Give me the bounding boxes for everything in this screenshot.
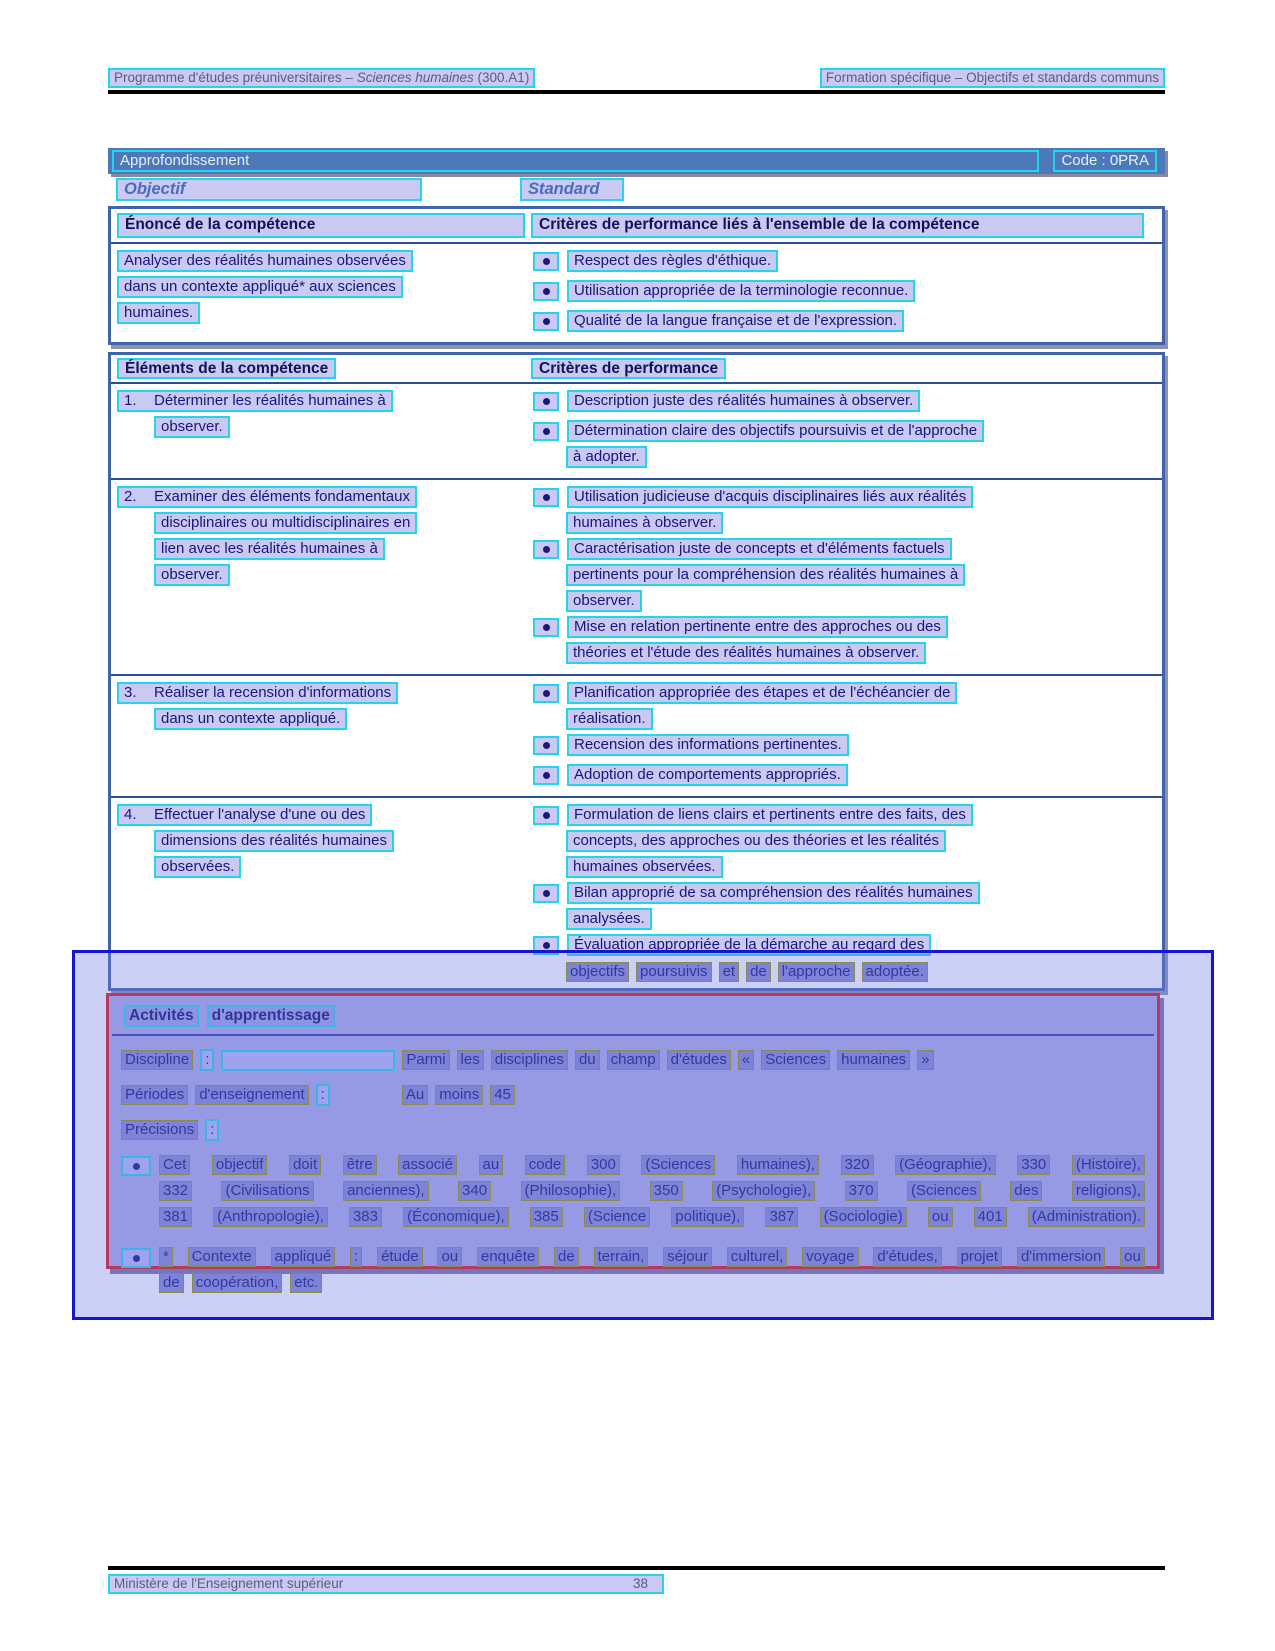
- word-box: poursuivis: [636, 962, 712, 982]
- element-number: 2.: [124, 488, 137, 505]
- criteria-cell: [531, 390, 1156, 472]
- element-number: 3.: [124, 684, 137, 701]
- bullet-dot: [543, 494, 550, 501]
- activities-info-row: [121, 1049, 1145, 1071]
- criterion-first-line: [531, 310, 1156, 336]
- word-box: 383: [349, 1207, 382, 1227]
- word-box: 387: [765, 1207, 798, 1227]
- banner-code: Code : 0PRA: [1053, 150, 1157, 172]
- info-value-word: 45: [490, 1085, 515, 1105]
- info-value-word: »: [917, 1050, 933, 1070]
- bullet-line: [159, 1247, 1145, 1267]
- word-box: adoptée.: [862, 962, 928, 982]
- word-box: 385: [530, 1207, 563, 1227]
- bullet-lines: [159, 1247, 1145, 1299]
- criterion-text: à adopter.: [566, 446, 647, 468]
- element-first-line: [117, 804, 372, 826]
- word-box: 340: [458, 1181, 491, 1201]
- bullet-icon: [533, 252, 559, 271]
- page-footer: [108, 1574, 664, 1594]
- criterion-text: Planification appropriée des étapes et de l'échéancier de: [567, 682, 957, 704]
- col1-header: Éléments de la compétence: [117, 358, 336, 379]
- word-box: 300: [587, 1155, 620, 1175]
- banner-title: Approfondissement: [112, 150, 1039, 172]
- criterion-text: Bilan approprié de sa compréhension des réalités humaines: [567, 882, 980, 904]
- header-left-prefix: Programme d'études préuniversitaires –: [114, 70, 357, 85]
- header-right: Formation spécifique – Objectifs et standards communs: [820, 68, 1165, 88]
- bullet-icon: [533, 312, 559, 331]
- word-box: au: [479, 1155, 504, 1175]
- footer-ministry: Ministère de l'Enseignement supérieur: [114, 1576, 344, 1591]
- info-value-word: Sciences: [761, 1050, 830, 1070]
- element-number: 4.: [124, 806, 137, 823]
- word-box: séjour: [663, 1247, 712, 1267]
- bullet-dot: [543, 772, 550, 779]
- criterion-first-line: [531, 934, 1156, 960]
- header-rule: [108, 90, 1165, 94]
- element-text: observer.: [154, 564, 230, 586]
- word-box: de: [159, 1273, 184, 1293]
- statement-line: Analyser des réalités humaines observées: [117, 250, 413, 272]
- bullet-dot: [543, 258, 550, 265]
- word-box: associé: [398, 1155, 457, 1175]
- bullet-icon: [533, 282, 559, 301]
- word-box: ou: [1120, 1247, 1145, 1267]
- competence-statement: [117, 250, 531, 336]
- word-box: d'immersion: [1017, 1247, 1105, 1267]
- criterion: [531, 682, 1156, 730]
- element-cell: [117, 486, 531, 668]
- info-value-word: «: [738, 1050, 754, 1070]
- word-box: ou: [437, 1247, 462, 1267]
- bullet-line: [159, 1181, 1145, 1201]
- colon-mark: :: [205, 1119, 219, 1141]
- info-label-word: Discipline: [121, 1050, 193, 1070]
- criterion-text: Caractérisation juste de concepts et d'éléments factuels: [567, 538, 952, 560]
- competence-criteria: [531, 250, 1156, 336]
- bullet-icon: [533, 392, 559, 411]
- info-label-word: Précisions: [121, 1120, 198, 1140]
- learning-activities-box: [106, 993, 1160, 1291]
- info-value-word: humaines: [837, 1050, 910, 1070]
- info-value-word: d'études: [667, 1050, 731, 1070]
- criteria-cell: [531, 486, 1156, 668]
- word-box: 381: [159, 1207, 192, 1227]
- criterion-text: Formulation de liens clairs et pertinents entre des faits, des: [567, 804, 973, 826]
- bullet-dot: [543, 288, 550, 295]
- elements-rows: [111, 384, 1162, 988]
- word-box: ou: [928, 1207, 953, 1227]
- objectif-label: Objectif: [116, 178, 422, 201]
- word-box: anciennes),: [343, 1181, 429, 1201]
- criterion-text: Respect des règles d'éthique.: [567, 250, 778, 272]
- word-box: culturel,: [727, 1247, 788, 1267]
- info-label-word: Périodes: [121, 1085, 188, 1105]
- element-text: Effectuer l'analyse d'une ou des: [154, 806, 366, 823]
- bullet-lines: [159, 1155, 1145, 1233]
- bullet-dot: [543, 812, 550, 819]
- activities-notes: [121, 1155, 1145, 1299]
- bullet-icon: [533, 540, 559, 559]
- criterion-text: observer.: [566, 590, 642, 612]
- word-box: (Histoire),: [1072, 1155, 1145, 1175]
- word-box: d'études,: [873, 1247, 941, 1267]
- element-cell: [117, 682, 531, 790]
- element-row: [111, 674, 1162, 796]
- bullet-icon: [533, 684, 559, 703]
- word-box: (Science: [584, 1207, 650, 1227]
- standard-label: Standard: [520, 178, 624, 201]
- bullet-dot: [543, 890, 550, 897]
- bullet-icon: [121, 1248, 151, 1268]
- bullet-dot: [133, 1163, 140, 1170]
- element-row: [111, 384, 1162, 478]
- bullet-line: [159, 1207, 1145, 1227]
- word-box: coopération,: [192, 1273, 283, 1293]
- activities-info-row: [121, 1084, 1145, 1106]
- word-box: l'approche: [778, 962, 855, 982]
- bullet-dot: [133, 1255, 140, 1262]
- word-box: 370: [845, 1181, 878, 1201]
- word-box: (Sciences: [641, 1155, 715, 1175]
- criterion-text: Adoption de comportements appropriés.: [567, 764, 848, 786]
- element-first-line: [117, 486, 417, 508]
- elements-table: [108, 352, 1165, 991]
- bullet-dot: [543, 546, 550, 553]
- activities-bullet: [121, 1155, 1145, 1233]
- word-box: projet: [957, 1247, 1003, 1267]
- word-box: (Économique),: [403, 1207, 509, 1227]
- criterion-first-line: [531, 804, 1156, 830]
- info-value-word: champ: [607, 1050, 660, 1070]
- bullet-icon: [533, 736, 559, 755]
- bullet-dot: [543, 690, 550, 697]
- criterion-text: Détermination claire des objectifs poursuivis et de l'approche: [567, 420, 984, 442]
- criterion-text: Mise en relation pertinente entre des approches ou des: [567, 616, 948, 638]
- word-box: (Géographie),: [895, 1155, 996, 1175]
- word-box: religions),: [1072, 1181, 1145, 1201]
- info-label-word: d'enseignement: [195, 1085, 308, 1105]
- activities-title-word: Activités: [124, 1005, 199, 1027]
- element-text: observées.: [154, 856, 241, 878]
- criterion-text: humaines à observer.: [566, 512, 723, 534]
- competence-table-header: [111, 209, 1162, 244]
- bullet-icon: [533, 766, 559, 785]
- element-cell: [117, 390, 531, 472]
- col2-header: Critères de performance liés à l'ensemble de la compétence: [531, 213, 1144, 238]
- word-box: code: [525, 1155, 566, 1175]
- word-box: de: [746, 962, 771, 982]
- footer-box: [108, 1574, 664, 1594]
- element-text: lien avec les réalités humaines à: [154, 538, 385, 560]
- element-text: Déterminer les réalités humaines à: [154, 392, 386, 409]
- word-box: appliqué: [271, 1247, 336, 1267]
- activities-title-word: d'apprentissage: [207, 1005, 335, 1027]
- criterion-first-line: [531, 250, 1156, 276]
- criterion-text: analysées.: [566, 908, 652, 930]
- word-box: 401: [974, 1207, 1007, 1227]
- activities-title: [112, 1002, 1154, 1036]
- bullet-icon: [533, 806, 559, 825]
- word-box: humaines),: [737, 1155, 819, 1175]
- word-box: 330: [1017, 1155, 1050, 1175]
- criterion: [531, 486, 1156, 534]
- bullet-line: [159, 1273, 1145, 1293]
- word-box: :: [350, 1247, 362, 1267]
- colon-mark: :: [316, 1084, 330, 1106]
- criterion: [531, 764, 1156, 790]
- element-text: dimensions des réalités humaines: [154, 830, 394, 852]
- word-box: etc.: [290, 1273, 322, 1293]
- criterion-word-line: [566, 962, 1156, 982]
- colon-mark: :: [200, 1049, 214, 1071]
- word-box: doit: [289, 1155, 321, 1175]
- tab-highlight: [221, 1050, 395, 1071]
- word-box: terrain,: [594, 1247, 649, 1267]
- word-box: étude: [377, 1247, 423, 1267]
- info-value-word: du: [575, 1050, 600, 1070]
- criterion: [531, 250, 1156, 276]
- word-box: être: [343, 1155, 377, 1175]
- element-first-line: [117, 390, 393, 412]
- element-row: [111, 478, 1162, 674]
- criterion-text: Description juste des réalités humaines à observer.: [567, 390, 920, 412]
- word-box: enquête: [477, 1247, 539, 1267]
- criterion-first-line: [531, 882, 1156, 908]
- objectif-standard-row: [108, 178, 1165, 202]
- word-box: objectifs: [566, 962, 629, 982]
- bullet-line: [159, 1155, 1145, 1175]
- word-box: politique),: [671, 1207, 744, 1227]
- criterion: [531, 616, 1156, 664]
- criterion-first-line: [531, 734, 1156, 760]
- section-banner: [108, 148, 1165, 174]
- criterion: [531, 390, 1156, 416]
- criteria-cell: [531, 682, 1156, 790]
- word-box: des: [1010, 1181, 1042, 1201]
- criterion: [531, 420, 1156, 468]
- word-box: 332: [159, 1181, 192, 1201]
- word-box: (Anthropologie),: [213, 1207, 328, 1227]
- criterion-first-line: [531, 420, 1156, 446]
- criterion-text: Utilisation appropriée de la terminologie reconnue.: [567, 280, 915, 302]
- bullet-dot: [543, 428, 550, 435]
- criterion-text: Utilisation judicieuse d'acquis disciplinaires liés aux réalités: [567, 486, 973, 508]
- word-box: (Sciences: [907, 1181, 981, 1201]
- word-box: Contexte: [188, 1247, 256, 1267]
- criterion: [531, 934, 1156, 982]
- bullet-icon: [533, 422, 559, 441]
- bullet-icon: [533, 488, 559, 507]
- elements-table-header: [111, 355, 1162, 384]
- bullet-icon: [121, 1156, 151, 1176]
- competence-row: [111, 244, 1162, 342]
- word-box: 320: [841, 1155, 874, 1175]
- element-cell: [117, 804, 531, 982]
- criterion: [531, 882, 1156, 930]
- col2-header: Critères de performance: [531, 358, 726, 379]
- bullet-dot: [543, 398, 550, 405]
- header-left: [108, 68, 535, 88]
- bullet-icon: [533, 618, 559, 637]
- word-box: de: [554, 1247, 579, 1267]
- info-value-word: les: [457, 1050, 484, 1070]
- word-box: (Sociologie): [820, 1207, 907, 1227]
- bullet-dot: [543, 942, 550, 949]
- statement-line: humaines.: [117, 302, 200, 324]
- criteria-cell: [531, 804, 1156, 982]
- element-row: [111, 796, 1162, 988]
- header-left-program: Sciences humaines: [356, 70, 474, 85]
- word-box: Cet: [159, 1155, 190, 1175]
- word-box: voyage: [802, 1247, 858, 1267]
- competence-table: [108, 206, 1165, 345]
- element-text: Réaliser la recension d'informations: [154, 684, 392, 701]
- bullet-icon: [533, 936, 559, 955]
- criterion-text: humaines observées.: [566, 856, 723, 878]
- bullet-dot: [543, 742, 550, 749]
- page-header: [108, 68, 1165, 88]
- bullet-dot: [543, 318, 550, 325]
- element-first-line: [117, 682, 398, 704]
- word-box: (Administration).: [1028, 1207, 1145, 1227]
- word-box: (Civilisations: [221, 1181, 313, 1201]
- element-text: observer.: [154, 416, 230, 438]
- info-value-word: Parmi: [402, 1050, 449, 1070]
- info-value-word: moins: [435, 1085, 483, 1105]
- criterion-text: concepts, des approches ou des théories et les réalités: [566, 830, 946, 852]
- criterion-text: Qualité de la langue française et de l'expression.: [567, 310, 904, 332]
- header-left-suffix: (300.A1): [473, 70, 530, 85]
- criterion-first-line: [531, 764, 1156, 790]
- word-box: (Philosophie),: [521, 1181, 621, 1201]
- info-value-word: Au: [402, 1085, 428, 1105]
- footer-page-number: 38: [632, 1576, 648, 1591]
- criterion-text: théories et l'étude des réalités humaines à observer.: [566, 642, 926, 664]
- criterion-text: pertinents pour la compréhension des réalités humaines à: [566, 564, 965, 586]
- criterion-first-line: [531, 390, 1156, 416]
- criterion: [531, 538, 1156, 612]
- word-box: (Psychologie),: [712, 1181, 815, 1201]
- criterion-first-line: [531, 280, 1156, 306]
- criterion-text: réalisation.: [566, 708, 653, 730]
- bullet-dot: [543, 624, 550, 631]
- bullet-icon: [533, 884, 559, 903]
- info-value-word: disciplines: [491, 1050, 568, 1070]
- criterion-text: Recension des informations pertinentes.: [567, 734, 849, 756]
- criterion-first-line: [531, 682, 1156, 708]
- criterion: [531, 310, 1156, 336]
- word-box: *: [159, 1247, 173, 1267]
- criterion: [531, 804, 1156, 878]
- element-text: Examiner des éléments fondamentaux: [154, 488, 410, 505]
- activities-info-row: [121, 1119, 1145, 1141]
- criterion-first-line: [531, 616, 1156, 642]
- word-box: et: [719, 962, 740, 982]
- criterion: [531, 280, 1156, 306]
- criterion-text: Évaluation appropriée de la démarche au regard des: [567, 934, 931, 956]
- col1-header: Énoncé de la compétence: [117, 213, 525, 238]
- footer-rule: [108, 1566, 1165, 1570]
- word-box: 350: [650, 1181, 683, 1201]
- element-text: dans un contexte appliqué.: [154, 708, 347, 730]
- criterion-first-line: [531, 486, 1156, 512]
- criterion-first-line: [531, 538, 1156, 564]
- word-box: objectif: [212, 1155, 268, 1175]
- activities-bullet: [121, 1247, 1145, 1299]
- activities-info-rows: [121, 1049, 1145, 1141]
- element-text: disciplinaires ou multidisciplinaires en: [154, 512, 417, 534]
- statement-line: dans un contexte appliqué* aux sciences: [117, 276, 403, 298]
- criterion: [531, 734, 1156, 760]
- element-number: 1.: [124, 392, 137, 409]
